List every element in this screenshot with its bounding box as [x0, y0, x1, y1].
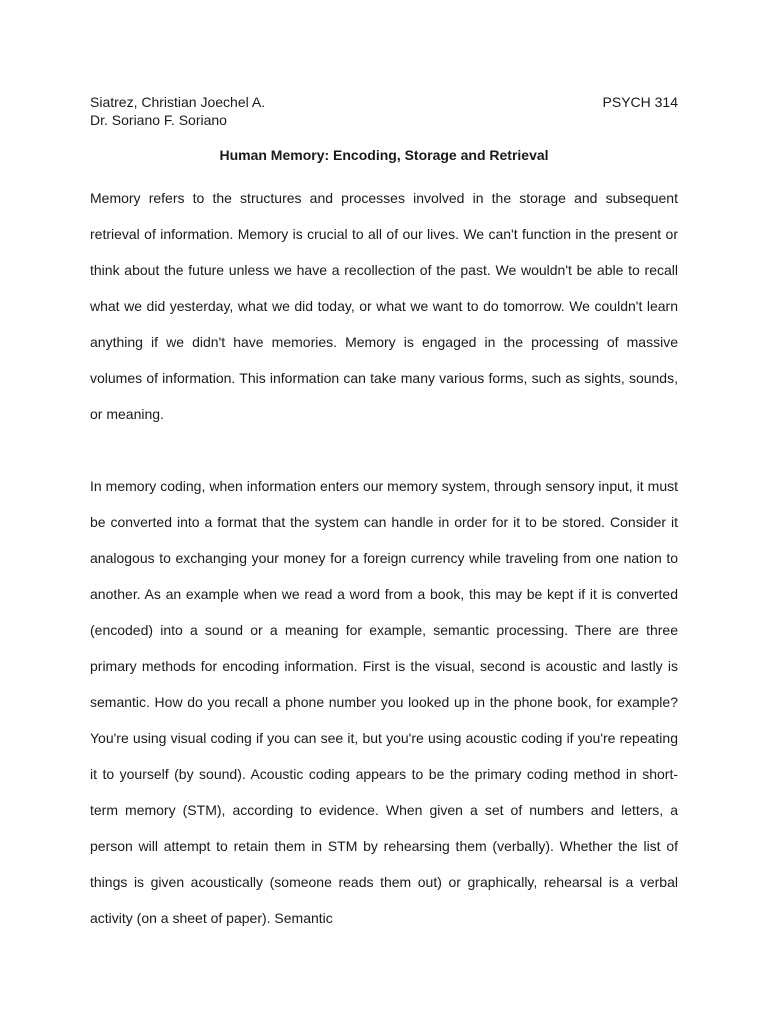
- header-row: [90, 93, 678, 111]
- document-header: [90, 93, 678, 129]
- author-name: Siatrez, Christian Joechel A.: [90, 94, 266, 110]
- instructor-name: Dr. Soriano F. Soriano: [90, 112, 227, 128]
- course-code: PSYCH 314: [602, 94, 678, 110]
- paragraph-2: In memory coding, when information enters our memory system, through sensory input, it must be converted into a format that the system can handle in order for it to be stored. Consider it analogous to exchanging your money for a foreign currency while traveling from one nation to another. As an example when we read a word from a book, this may be kept if it is converted (encoded) into a sound or a meaning for example, semantic processing. There are three primary methods for encoding information. First is the visual, second is acoustic and lastly is semantic. How do you recall a phone number you looked up in the phone book, for example? You're using visual coding if you can see it, but you're using acoustic coding if you're repeating it to yourself (by sound). Acoustic coding appears to be the primary coding method in short-term memory (STM), according to evidence. When given a set of numbers and letters, a person will attempt to retain them in STM by rehearsing them (verbally). Whether the list of things is given acoustically (someone reads them out) or graphically, rehearsal is a verbal activity (on a sheet of paper). Semantic: [90, 478, 678, 926]
- document-body: [90, 180, 678, 936]
- paragraph-spacer: [90, 432, 678, 468]
- document-title: Human Memory: Encoding, Storage and Retrieval: [219, 147, 549, 163]
- paragraph-1: Memory refers to the structures and processes involved in the storage and subsequent retrieval of information. Memory is crucial to all of our lives. We can't function in the present or think about the future unless we have a recollection of the past. We wouldn't be able to recall what we did yesterday, what we did today, or what we want to do tomorrow. We couldn't learn anything if we didn't have memories. Memory is engaged in the processing of massive volumes of information. This information can take many various forms, such as sights, sounds, or meaning.: [90, 190, 678, 422]
